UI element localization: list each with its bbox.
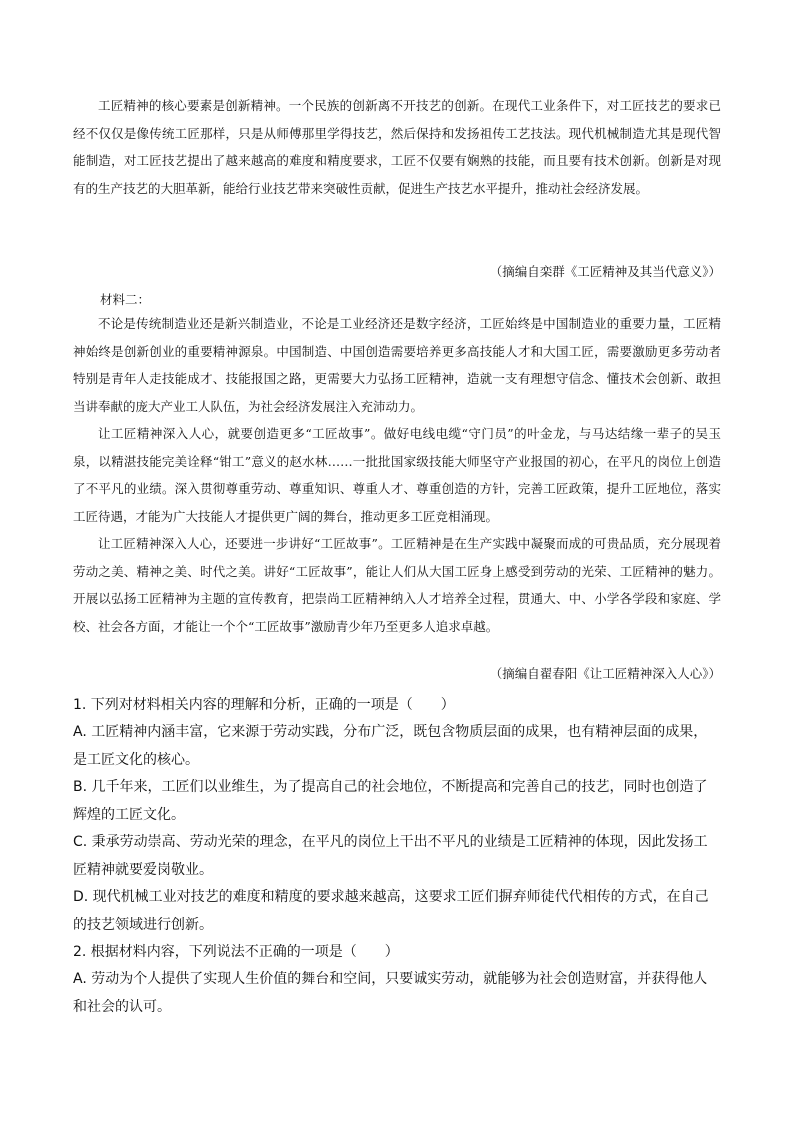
question-2-option-a: A. 劳动为个人提供了实现人生价值的舞台和空间，只要诚实劳动，就能够为社会创造财富，并获得他人和社会的认可。 [73, 971, 708, 1015]
question-1-option-d: D. 现代机械工业对技艺的难度和精度的要求越来越高，这要求工匠们摒弃师徒代代相传的方式，在自己的技艺领域进行创新。 [73, 889, 709, 933]
material2-paragraph-2: 让工匠精神深入人心，就要创造更多“工匠故事”。做好电线电缆“守门员”的叶金龙，与马达结缘一辈子的吴玉泉，以精湛技能完美诠释“钳工”意义的赵水林……一批批国家级技能大师坚守产业报国的初心，在平凡的岗位上创造了不平凡的业绩。深入贯彻尊重劳动、尊重知识、尊重人才、尊重创造的方针，完善工匠政策，提升工匠地位，落实工匠待遇，才能为广大技能人才提供更广阔的舞台，推动更多工匠竞相涌现。 [73, 426, 721, 524]
material2-label: 材料二： [100, 292, 151, 307]
question-1-stem: 1. 下列对材料相关内容的理解和分析，正确的一项是（ ） [73, 697, 455, 713]
material2-paragraph-3: 让工匠精神深入人心，还要进一步讲好“工匠故事”。工匠精神是在生产实践中凝聚而成的可贵品质，充分展现着劳动之美、精神之美、时代之美。讲好“工匠故事”，能让人们从大国工匠身上感受到劳动的光荣、工匠精神的魅力。开展以弘扬工匠精神为主题的宣传教育，把崇尚工匠精神纳入人才培养全过程，贯通大、中、小学各学段和家庭、学校、社会各方面，才能让一个个“工匠故事”激励青少年乃至更多人追求卓越。 [73, 536, 721, 634]
question-1-option-c: C. 秉承劳动崇高、劳动光荣的理念，在平凡的岗位上干出不平凡的业绩是工匠精神的体现，因此发扬工匠精神就要爱岗敬业。 [73, 834, 708, 878]
question-1-option-a: A. 工匠精神内涵丰富，它来源于劳动实践，分布广泛，既包含物质层面的成果，也有精神层面的成果，是工匠文化的核心。 [73, 724, 708, 768]
question-1-option-b: B. 几千年来，工匠们以业维生，为了提高自己的社会地位，不断提高和完善自己的技艺，同时也创造了辉煌的工匠文化。 [73, 779, 708, 823]
material1-paragraph: 工匠精神的核心要素是创新精神。一个民族的创新离不开技艺的创新。在现代工业条件下，对工匠技艺的要求已经不仅仅是像传统工匠那样，只是从师傅那里学得技艺，然后保持和发扬祖传工艺技法。现代机械制造尤其是现代智能制造，对工匠技艺提出了越来越高的难度和精度要求，工匠不仅要有娴熟的技能，而且要有技术创新。创新是对现有的生产技艺的大胆革新，能给行业技艺带来突破性贡献，促进生产技艺水平提升，推动社会经济发展。 [73, 98, 721, 196]
question-2-stem: 2. 根据材料内容，下列说法不正确的一项是（ ） [73, 944, 399, 960]
material2-source: （摘编自翟春阳《让工匠精神深入人心》） [489, 666, 721, 681]
material2-paragraph-1: 不论是传统制造业还是新兴制造业，不论是工业经济还是数字经济，工匠始终是中国制造业的重要力量，工匠精神始终是创新创业的重要精神源泉。中国制造、中国创造需要培养更多高技能人才和大国工匠，需要激励更多劳动者特别是青年人走技能成才、技能报国之路，更需要大力弘扬工匠精神，造就一支有理想守信念、懂技术会创新、敢担当讲奉献的庞大产业工人队伍，为社会经济发展注入充沛动力。 [73, 316, 721, 414]
material1-source: （摘编自栾群《工匠精神及其当代意义》） [489, 264, 721, 279]
